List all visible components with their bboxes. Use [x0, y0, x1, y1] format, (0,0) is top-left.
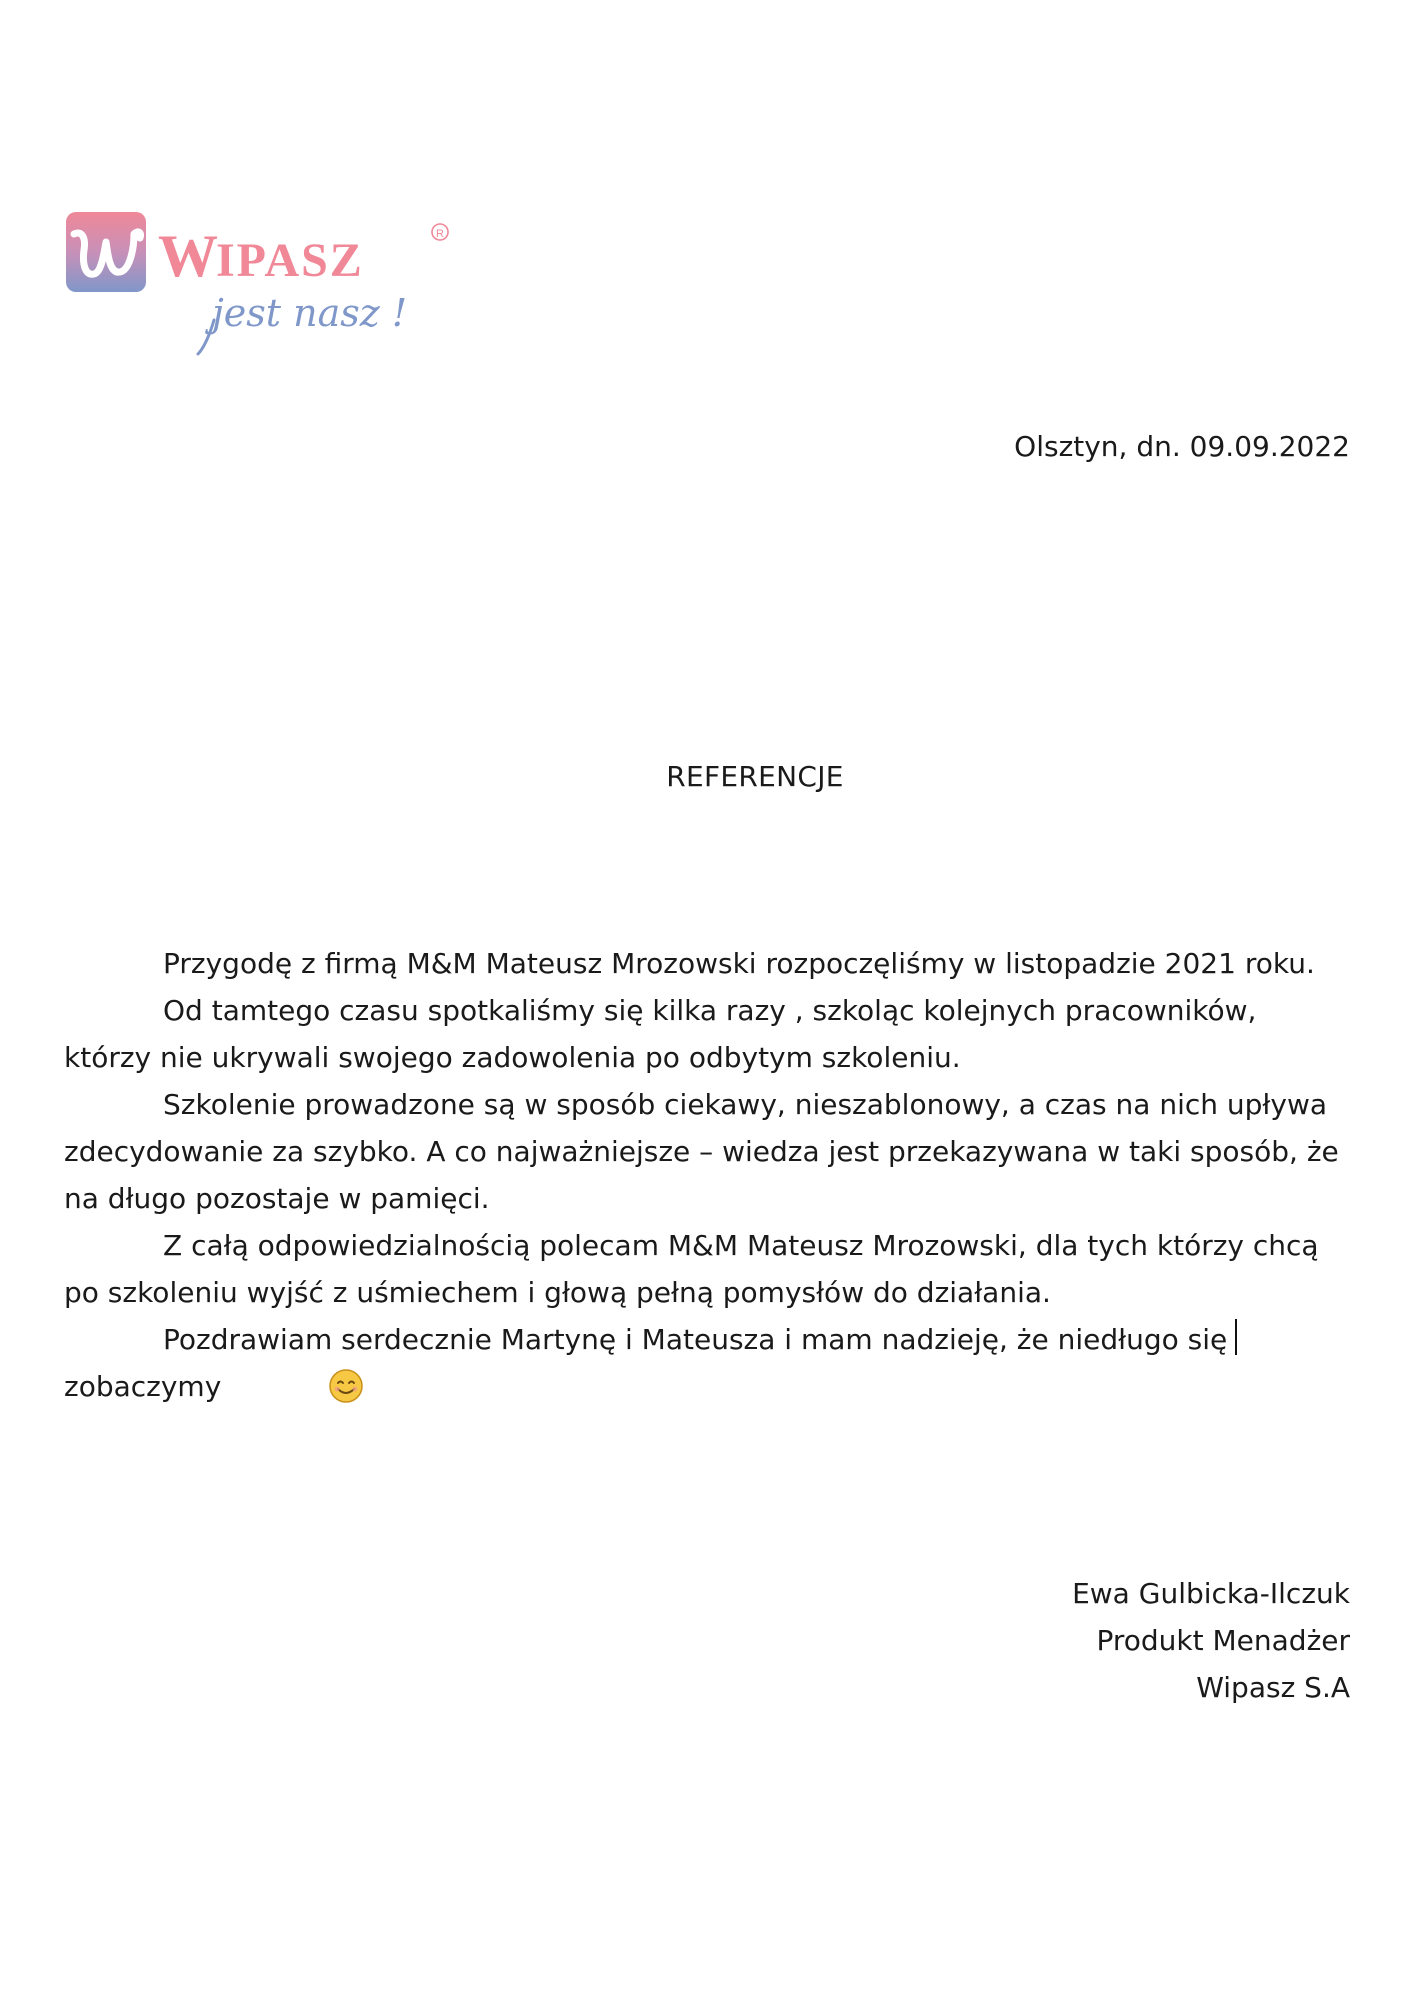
letter-body [64, 940, 1350, 1410]
signature-name: Ewa Gulbicka-Ilczuk [1072, 1577, 1350, 1610]
paragraph: Z całą odpowiedzialnością polecam M&M Mateusz Mrozowski, dla tych którzy chcą po szkoleniu wyjść z uśmiechem i głową pełną pomysłów do działania. [64, 1229, 1319, 1309]
closing-paragraph [64, 1316, 1350, 1410]
paragraph: Od tamtego czasu spotkaliśmy się kilka razy , szkoląc kolejnych pracowników, którzy nie ukrywali swojego zadowolenia po odbytym szkoleniu. [64, 994, 1257, 1074]
wipasz-logo [64, 208, 464, 358]
svg-text:W: W [158, 223, 220, 289]
paragraph: Przygodę z firmą M&M Mateusz Mrozowski rozpoczęliśmy w listopadzie 2021 roku. [163, 947, 1315, 980]
closing-text-end: zobaczymy [64, 1370, 222, 1403]
svg-text:R: R [436, 228, 444, 240]
closing-text: Pozdrawiam serdecznie Martynę i Mateusza i mam nadzieję, że niedługo się [163, 1323, 1228, 1356]
paragraph: Szkolenie prowadzone są w sposób ciekawy, nieszablonowy, a czas na nich upływa zdecydowanie za szybko. A co najważniejsze – wiedza jest przekazywana w taki sposób, że na długo pozostaje w pamięci. [64, 1088, 1339, 1215]
date-line: Olsztyn, dn. 09.09.2022 [1014, 430, 1350, 463]
signature-block [1072, 1570, 1350, 1711]
text-cursor [1235, 1319, 1237, 1355]
svg-text:IPASZ: IPASZ [216, 234, 364, 287]
letter-title: REFERENCJE [666, 760, 844, 793]
signature-position: Produkt Menadżer [1096, 1624, 1350, 1657]
signature-company: Wipasz S.A [1196, 1671, 1350, 1704]
smiling-face-icon [229, 1368, 265, 1404]
svg-text:jest nasz !: jest nasz ! [212, 291, 408, 335]
